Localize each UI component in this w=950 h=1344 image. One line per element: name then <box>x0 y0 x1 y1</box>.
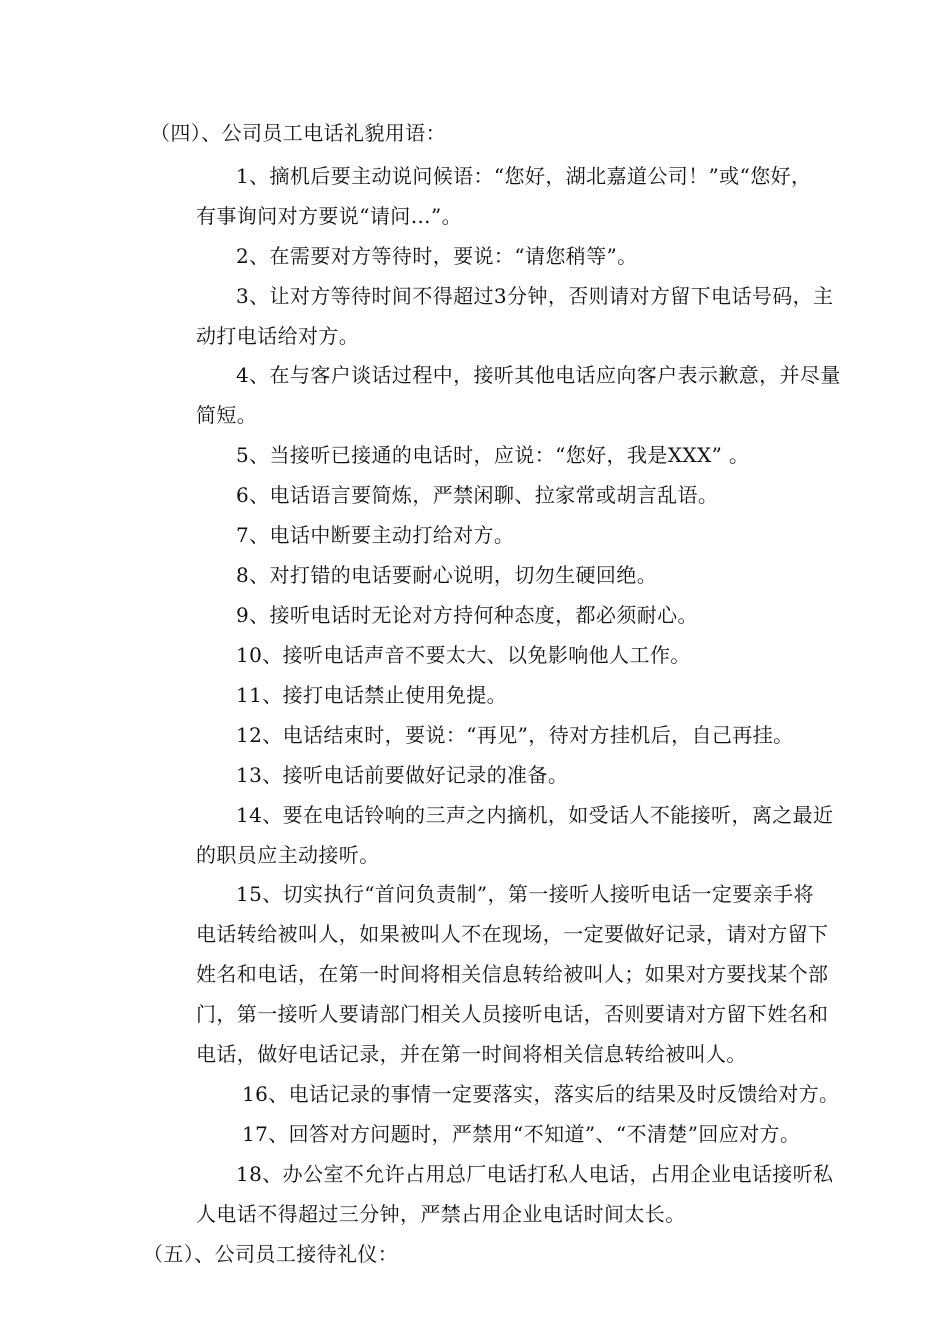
item-5: 5、当接听已接通的电话时，应说：“您好，我是XXX” 。 <box>236 443 750 467</box>
item-4-line-2: 简短。 <box>196 403 258 427</box>
section-5-heading: （五）、公司员工接待礼仪： <box>143 1242 399 1266</box>
item-15-line-3: 姓名和电话，在第一时间将相关信息转给被叫人；如果对方要找某个部 <box>196 962 829 986</box>
item-4-line-1: 4、在与客户谈话过程中，接听其他电话应向客户表示歉意，并尽量 <box>236 363 841 387</box>
item-7: 7、电话中断要主动打给对方。 <box>236 523 515 547</box>
item-14-line-1: 14、要在电话铃响的三声之内摘机，如受话人不能接听，离之最近 <box>236 803 834 827</box>
item-16: 16、电话记录的事情一定要落实，落实后的结果及时反馈给对方。 <box>242 1082 840 1106</box>
item-18-line-2: 人电话不得超过三分钟，严禁占用企业电话时间太长。 <box>196 1202 686 1226</box>
item-17: 17、回答对方问题时，严禁用“不知道”、“不清楚”回应对方。 <box>242 1122 801 1146</box>
item-8: 8、对打错的电话要耐心说明，切勿生硬回绝。 <box>236 563 658 587</box>
item-12: 12、电话结束时，要说：“再见”，待对方挂机后，自己再挂。 <box>236 723 794 747</box>
item-14-line-2: 的职员应主动接听。 <box>196 843 380 867</box>
item-3-line-2: 动打电话给对方。 <box>196 324 360 348</box>
item-15-line-5: 电话，做好电话记录，并在第一时间将相关信息转给被叫人。 <box>196 1042 747 1066</box>
item-18-line-1: 18、办公室不允许占用总厂电话打私人电话，占用企业电话接听私 <box>236 1162 834 1186</box>
item-1-line-2: 有事询问对方要说“请问…”。 <box>196 204 463 228</box>
item-15-line-1: 15、切实执行“首问负责制”，第一接听人接听电话一定要亲手将 <box>236 882 814 906</box>
item-10: 10、接听电话声音不要太大、以免影响他人工作。 <box>236 643 691 667</box>
item-1-line-1: 1、摘机后要主动说问候语：“您好，湖北嘉道公司！”或“您好， <box>236 164 812 188</box>
section-4-heading: （四）、公司员工电话礼貌用语： <box>150 121 446 145</box>
item-6: 6、电话语言要简炼，严禁闲聊、拉家常或胡言乱语。 <box>236 483 719 507</box>
item-15-line-4: 门，第一接听人要请部门相关人员接听电话，否则要请对方留下姓名和 <box>196 1002 829 1026</box>
item-13: 13、接听电话前要做好记录的准备。 <box>236 763 569 787</box>
item-3-line-1: 3、让对方等待时间不得超过3分钟，否则请对方留下电话号码，主 <box>236 284 834 308</box>
item-2: 2、在需要对方等待时，要说：“请您稍等”。 <box>236 244 638 268</box>
item-11: 11、接打电话禁止使用免提。 <box>236 683 508 707</box>
item-9: 9、接听电话时无论对方持何种态度，都必须耐心。 <box>236 603 698 627</box>
item-15-line-2: 电话转给被叫人，如果被叫人不在现场，一定要做好记录，请对方留下 <box>196 922 829 946</box>
